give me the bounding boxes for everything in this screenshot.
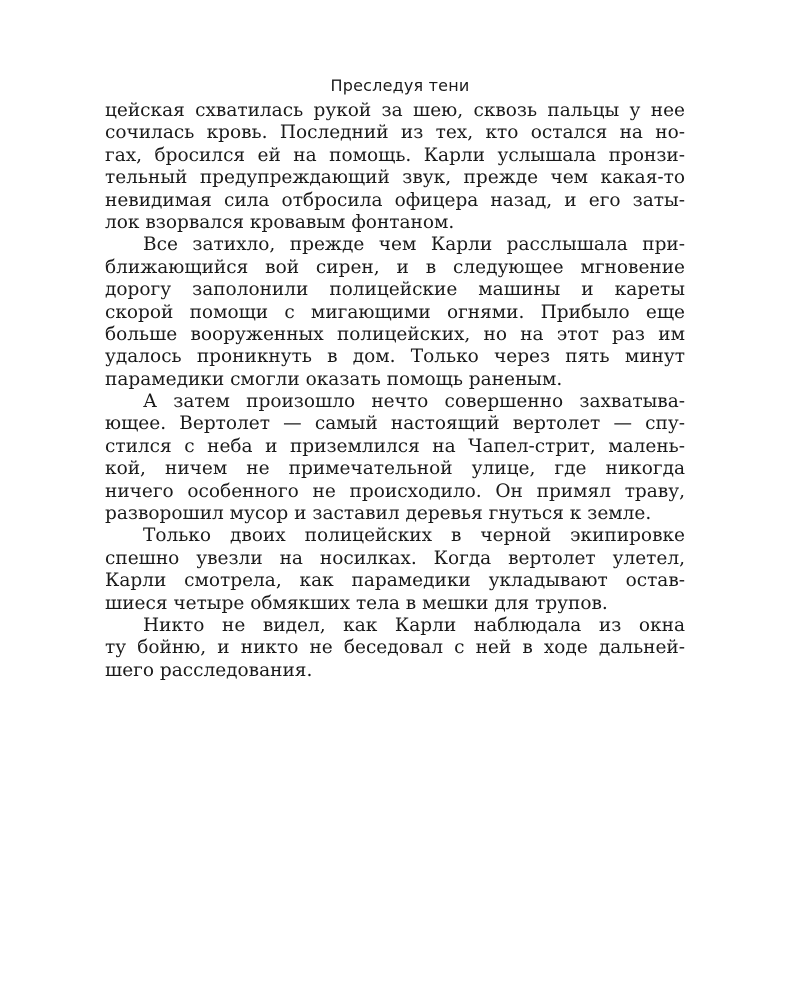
text-line: тельный предупреждающий звук, прежде чем какая-то — [105, 167, 685, 189]
text-line: парамедики смогли оказать помощь раненым. — [105, 368, 563, 390]
text-line: ничего особенного не происходило. Он примял траву, — [105, 480, 685, 502]
text-line: шиеся четыре обмякших тела в мешки для трупов. — [105, 592, 608, 614]
text-line: Карли смотрела, как парамедики укладывают остав- — [105, 570, 685, 592]
text-line: цейская схватилась рукой за шею, сквозь пальцы у нее — [105, 100, 685, 121]
text-line: Все затихло, прежде чем Карли расслышала при- — [143, 234, 685, 256]
text-line: невидимая сила отбросила офицера назад, и его заты- — [105, 189, 685, 211]
text-line: гах, бросился ей на помощь. Карли услышала пронзи- — [105, 144, 685, 166]
text-line: А затем произошло нечто совершенно захватыва- — [143, 391, 685, 413]
text-line: стился с неба и приземлился на Чапел-стрит, малень- — [105, 435, 685, 457]
running-head: Преследуя тени — [330, 76, 470, 95]
body-text — [105, 100, 685, 682]
text-line: скорой помощи с мигающими огнями. Прибыло еще — [105, 301, 685, 323]
text-line: ближающийся вой сирен, и в следующее мгновение — [105, 256, 685, 278]
text-line: шего расследования. — [105, 659, 313, 681]
text-line: ту бойню, и никто не беседовал с ней в ходе дальней- — [105, 637, 685, 659]
text-line: лок взорвался кровавым фонтаном. — [105, 211, 455, 233]
text-line: ющее. Вертолет — самый настоящий вертолет — спу- — [105, 413, 685, 435]
text-line: Только двоих полицейских в черной экипировке — [143, 525, 685, 547]
text-line: Никто не видел, как Карли наблюдала из окна — [143, 614, 685, 636]
text-line: кой, ничем не примечательной улице, где никогда — [105, 458, 685, 480]
text-line: разворошил мусор и заставил деревья гнуться к земле. — [105, 503, 652, 525]
text-line: больше вооруженных полицейских, но на этот раз им — [105, 323, 685, 345]
text-line: дорогу заполонили полицейские машины и кареты — [105, 279, 685, 301]
text-line: спешно увезли на носилках. Когда вертолет улетел, — [105, 547, 685, 569]
text-line: удалось проникнуть в дом. Только через пять минут — [105, 346, 685, 368]
text-line: сочилась кровь. Последний из тех, кто остался на но- — [105, 122, 685, 144]
